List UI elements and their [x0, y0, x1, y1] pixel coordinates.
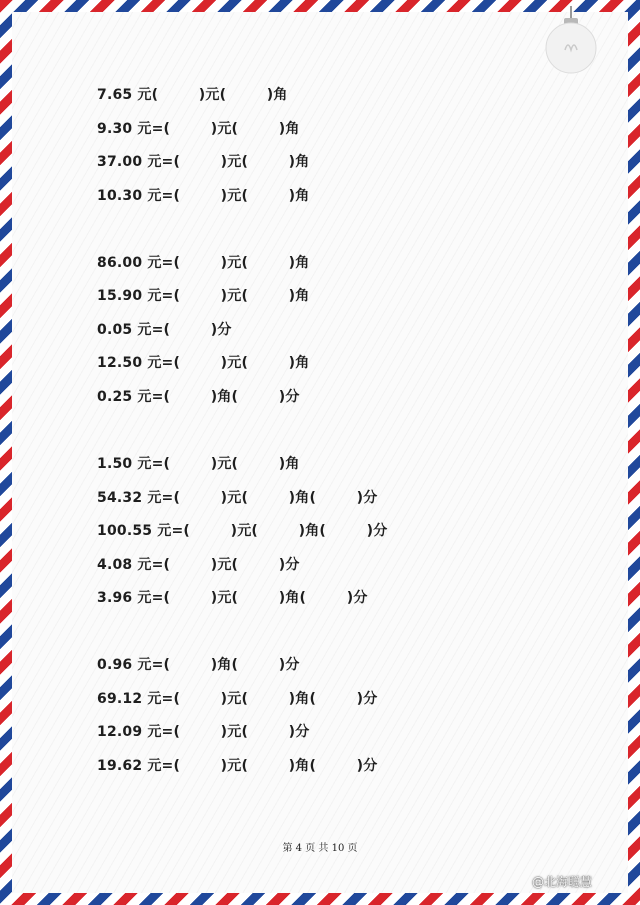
watermark: @北海聪慧: [532, 875, 593, 889]
exercise-line: 12.09 元=( )元( )分: [97, 724, 310, 740]
exercise-line: 100.55 元=( )元( )角( )分: [97, 523, 388, 539]
exercise-line: 19.62 元=( )元( )角( )分: [97, 758, 378, 774]
exercise-line: 15.90 元=( )元( )角: [97, 288, 310, 304]
exercise-line: 86.00 元=( )元( )角: [97, 255, 310, 271]
exercise-line: 69.12 元=( )元( )角( )分: [97, 691, 378, 707]
exercise-line: 54.32 元=( )元( )角( )分: [97, 490, 378, 506]
exercise-line: 0.96 元=( )角( )分: [97, 657, 300, 673]
exercise-line: 0.25 元=( )角( )分: [97, 389, 300, 405]
exercise-line: 1.50 元=( )元( )角: [97, 456, 300, 472]
exercise-line: 12.50 元=( )元( )角: [97, 355, 310, 371]
page-number: 第 4 页 共 10 页: [282, 843, 358, 854]
exercise-line: 9.30 元=( )元( )角: [97, 121, 300, 137]
exercise-line: 37.00 元=( )元( )角: [97, 154, 310, 170]
exercise-line: 0.05 元=( )分: [97, 322, 232, 338]
exercise-line: 3.96 元=( )元( )角( )分: [97, 590, 368, 606]
exercise-line: 7.65 元( )元( )角: [97, 87, 288, 103]
exercise-line: 10.30 元=( )元( )角: [97, 188, 310, 204]
exercise-line: 4.08 元=( )元( )分: [97, 557, 300, 573]
